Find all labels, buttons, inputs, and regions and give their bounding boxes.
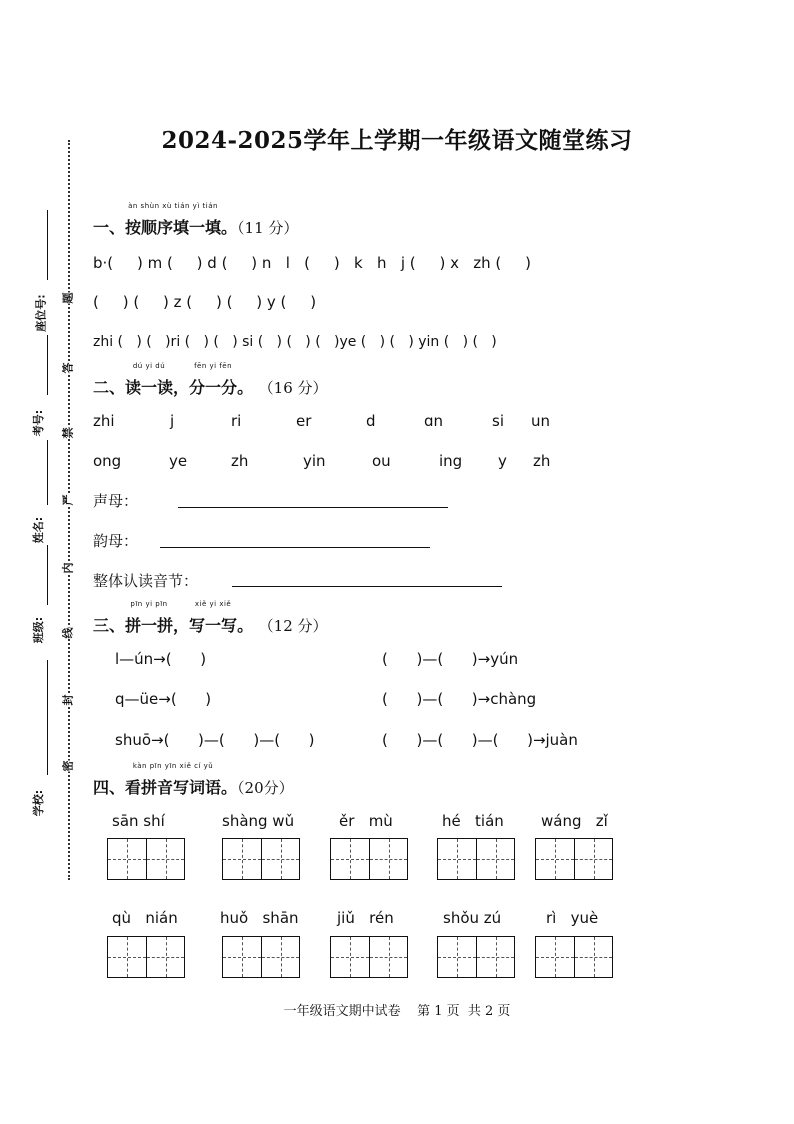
section-3-mid: ，: [173, 616, 190, 635]
section-4-pinyin: kàn pīn yīn xiě cí yǔ: [132, 762, 214, 770]
section-1-ruby: [125, 202, 222, 238]
section-2-ruby-1: [125, 362, 174, 398]
seal-char-6: 线: [61, 627, 75, 639]
tianzige-box[interactable]: [437, 838, 515, 880]
s2-syllable: zhi: [93, 412, 115, 430]
s3-right-1: ( )—( )→yún: [382, 650, 519, 668]
section-1-tail: 。: [221, 218, 238, 237]
binding-label-seat: 座位号:: [34, 294, 48, 332]
binding-blank-school: [47, 660, 48, 775]
section-1-title: 按顺序填一填: [125, 218, 222, 237]
s2-syllable: ong: [93, 452, 122, 470]
seal-char-2: 答: [61, 362, 75, 374]
section-2-points: （16 分）: [258, 379, 328, 397]
section-2-number: 二、: [93, 378, 126, 397]
section-3-title-1: 拼一拼: [125, 616, 174, 635]
s2-syllable: d: [366, 412, 376, 430]
s3-left-3: shuō→( )—( )—( ): [115, 731, 315, 749]
s2-syllable: un: [531, 412, 551, 430]
s1-row-2: ( ) ( ) z ( ) ( ) y ( ): [93, 293, 317, 311]
binding-blank-class: [47, 545, 48, 605]
s2-syllable: ing: [439, 452, 463, 470]
s2-blank-whole-syllables[interactable]: [232, 585, 502, 587]
s2-syllable: zh: [533, 452, 551, 470]
tianzige-box[interactable]: [222, 936, 300, 978]
s2-label-whole-syllables: 整体认读音节：: [93, 572, 199, 590]
section-2-ruby-2: [189, 362, 238, 398]
section-3-ruby-1: [125, 600, 174, 636]
section-4-points: （20分）: [237, 779, 294, 797]
binding-blank-name: [47, 440, 48, 505]
tianzige-box[interactable]: [535, 838, 613, 880]
s2-syllable: y: [498, 452, 507, 470]
section-4-number: 四、: [93, 778, 126, 797]
section-4-ruby: [125, 762, 222, 798]
s2-blank-initials[interactable]: [178, 506, 448, 508]
section-2-mid: ，: [173, 378, 190, 397]
seal-char-5: 内: [61, 562, 75, 574]
seal-char-7: 封: [61, 694, 75, 706]
tianzige-box[interactable]: [107, 936, 185, 978]
page-title: 2024-2025学年上学期一年级语文随堂练习: [161, 127, 633, 154]
s3-left-1: l—ún→( ): [115, 650, 207, 668]
s2-syllable: ye: [169, 452, 188, 470]
s4-pinyin-word: rì yuè: [546, 909, 599, 927]
tianzige-box[interactable]: [437, 936, 515, 978]
section-1-number: 一、: [93, 218, 126, 237]
binding-label-class: 班级:: [32, 616, 46, 644]
s4-pinyin-word: qù nián: [112, 909, 178, 927]
section-2-pinyin-2: fēn yi fēn: [194, 362, 233, 370]
section-3-ruby-2: [189, 600, 238, 636]
s4-pinyin-word: huǒ shān: [220, 909, 299, 927]
s2-blank-finals[interactable]: [160, 546, 430, 548]
binding-blank-seat: [47, 210, 48, 280]
binding-label-school: 学校:: [32, 789, 46, 817]
section-2-title-2: 分一分: [189, 378, 238, 397]
binding-label-name: 姓名:: [32, 516, 46, 544]
tianzige-box[interactable]: [330, 936, 408, 978]
section-1-points: （11 分）: [237, 219, 299, 237]
section-2-title-1: 读一读: [125, 378, 174, 397]
s2-syllable: ɑn: [424, 412, 444, 430]
section-3-heading: [93, 600, 328, 636]
s4-pinyin-word: sān shí: [112, 812, 165, 830]
s2-label-finals: 韵母：: [93, 532, 139, 550]
seal-char-3: 禁: [61, 427, 75, 439]
seal-char-4: 严: [61, 494, 75, 506]
section-4-tail: 。: [221, 778, 238, 797]
s2-syllable: er: [296, 412, 312, 430]
section-3-number: 三、: [93, 616, 126, 635]
section-4-title: 看拼音写词语: [125, 778, 222, 797]
tianzige-box[interactable]: [107, 838, 185, 880]
section-3-points: （12 分）: [258, 617, 328, 635]
section-2-tail: 。: [237, 378, 254, 397]
s4-pinyin-word: shàng wǔ: [222, 812, 295, 830]
section-1-pinyin: àn shùn xù tián yì tián: [128, 202, 218, 210]
s2-syllable: ou: [372, 452, 391, 470]
section-3-tail: 。: [237, 616, 254, 635]
s4-pinyin-word: hé tián: [442, 812, 504, 830]
section-3-pinyin-2: xiě yi xiě: [194, 600, 232, 608]
seal-char-8: 密: [61, 760, 75, 772]
section-2-pinyin-1: dú yi dú: [132, 362, 166, 370]
s4-pinyin-word: shǒu zú: [443, 909, 502, 927]
section-4-heading: [93, 762, 294, 798]
section-2-heading: [93, 362, 328, 398]
s2-syllable: j: [170, 412, 175, 430]
s3-right-3: ( )—( )—( )→juàn: [382, 731, 578, 749]
s4-pinyin-word: wáng zǐ: [541, 812, 608, 830]
s4-pinyin-word: jiǔ rén: [337, 909, 394, 927]
tianzige-box[interactable]: [222, 838, 300, 880]
s1-row-3: zhi ( ) ( )ri ( ) ( ) si ( ) ( ) ( )ye ( ) ( ) yin ( ) ( ): [93, 334, 497, 350]
page-footer: 一年级语文期中试卷 第 1 页 共 2 页: [283, 1004, 511, 1019]
tianzige-box[interactable]: [330, 838, 408, 880]
seal-char-1: 题: [61, 292, 75, 304]
section-3-pinyin-1: pīn yi pīn: [130, 600, 168, 608]
tianzige-box[interactable]: [535, 936, 613, 978]
s4-pinyin-word: ěr mù: [339, 812, 393, 830]
s3-right-2: ( )—( )→chàng: [382, 690, 537, 708]
s2-label-initials: 声母：: [93, 492, 139, 510]
s2-syllable: yin: [303, 452, 326, 470]
binding-blank-exam-no: [47, 335, 48, 395]
section-3-title-2: 写一写: [189, 616, 238, 635]
s2-syllable: zh: [231, 452, 249, 470]
s3-left-2: q—üe→( ): [115, 690, 212, 708]
section-1-heading: [93, 202, 299, 238]
s2-syllable: si: [492, 412, 504, 430]
binding-label-exam-no: 考号:: [32, 409, 46, 437]
s2-syllable: ri: [231, 412, 242, 430]
s1-row-1: b·( ) m ( ) d ( ) n l ( ) k h j ( ) x zh ( ): [93, 254, 531, 272]
